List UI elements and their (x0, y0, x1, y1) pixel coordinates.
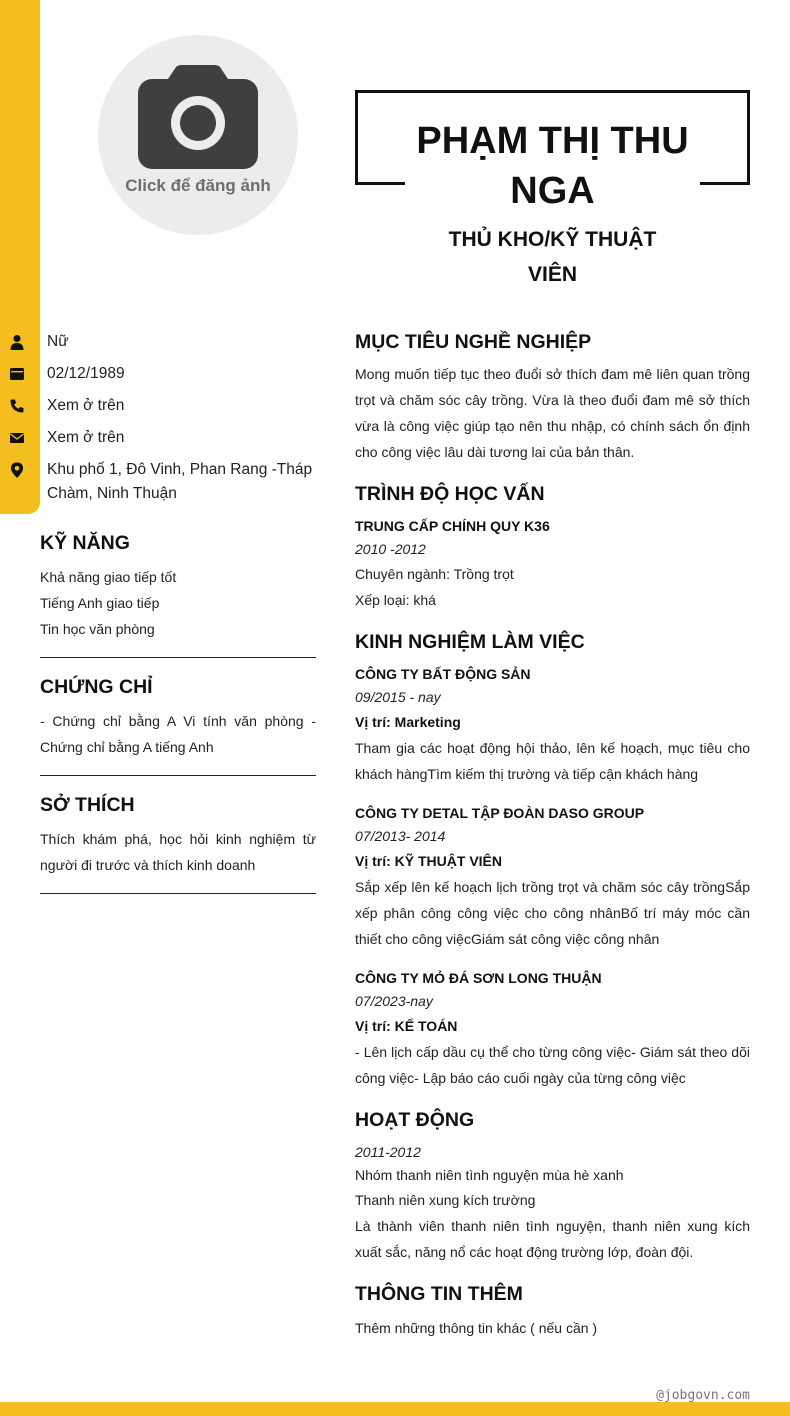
skills-list (40, 564, 316, 642)
mail-icon (9, 430, 25, 446)
activities-period: 2011-2012 (355, 1144, 421, 1160)
job-description: Tham gia các hoạt động hội thảo, lên kế hoạch, mục tiêu cho khách hàngTìm kiếm thị trường và tiếp cận khách hàng (355, 740, 750, 782)
job-company: CÔNG TY DETAL TẬP ĐOÀN DASO GROUP (355, 805, 645, 821)
extra-heading: THÔNG TIN THÊM (355, 1283, 523, 1305)
education-heading: TRÌNH ĐỘ HỌC VẤN (355, 483, 545, 505)
objective-heading: MỤC TIÊU NGHỀ NGHIỆP (355, 331, 592, 353)
job-description: Sắp xếp lên kế hoạch lịch trồng trọt và chăm sóc cây trồngSắp xếp phân công công việc cho công nhânBố trí máy móc cần thiết cho công việcGiám sát công việc công nhân (355, 879, 750, 947)
education-grade: Xếp loại: khá (355, 592, 436, 608)
divider (40, 893, 316, 894)
skill-item: Tin học văn phòng (40, 621, 155, 637)
job-period: 07/2013- 2014 (355, 828, 446, 844)
full-name: PHẠM THỊ THU NGA (405, 116, 700, 216)
activities-heading: HOẠT ĐỘNG (355, 1109, 475, 1131)
person-icon (9, 334, 25, 350)
hobbies-heading: SỞ THÍCH (40, 794, 135, 816)
skill-item: Tiếng Anh giao tiếp (40, 595, 160, 611)
activities-description: Là thành viên thanh niên tình nguyện, thanh niên xung kích xuất sắc, năng nổ các hoạt động trường lớp, đoàn đội. (355, 1218, 750, 1260)
experience-heading: KINH NGHIỆM LÀM VIỆC (355, 631, 585, 653)
footer-watermark: @jobgovn.com (656, 1388, 750, 1403)
phone-icon (9, 398, 25, 414)
calendar-icon (9, 366, 25, 382)
skill-item: Khả năng giao tiếp tốt (40, 569, 177, 585)
photo-upload[interactable] (98, 35, 298, 235)
job-role: Vị trí: KỸ THUẬT VIÊN (355, 853, 503, 869)
job-company: CÔNG TY MỎ ĐÁ SƠN LONG THUẬN (355, 970, 602, 986)
certificates-heading: CHỨNG CHỈ (40, 676, 153, 698)
education-major: Chuyên ngành: Trồng trọt (355, 566, 514, 582)
bottom-accent-bar (0, 1402, 790, 1416)
job-role: Vị trí: KẾ TOÁN (355, 1018, 458, 1034)
certificates-text: - Chứng chỉ bằng A Vi tính văn phòng - Chứng chỉ bằng A tiếng Anh (40, 713, 316, 755)
activity-item: Thanh niên xung kích trường (355, 1192, 536, 1208)
extra-text: Thêm những thông tin khác ( nếu cần ) (355, 1320, 598, 1336)
divider (40, 775, 316, 776)
job-company: CÔNG TY BẤT ĐỘNG SẢN (355, 666, 531, 682)
photo-caption: Click để đăng ảnh (125, 176, 271, 195)
activity-item: Nhóm thanh niên tình nguyện mùa hè xanh (355, 1167, 624, 1183)
location-pin-icon (9, 461, 25, 479)
job-period: 07/2023-nay (355, 993, 433, 1009)
job-period: 09/2015 - nay (355, 689, 441, 705)
camera-icon (138, 65, 258, 169)
hobbies-text: Thích khám phá, học hỏi kinh nghiệm từ người đi trước và thích kinh doanh (40, 831, 316, 873)
job-title: THỦ KHO/KỸ THUẬT VIÊN (448, 228, 657, 286)
divider (40, 657, 316, 658)
education-period: 2010 -2012 (355, 541, 426, 557)
job-description: - Lên lịch cấp dầu cụ thể cho từng công việc- Giám sát theo dõi công việc- Lập báo cáo cuối ngày của từng công việc (355, 1044, 750, 1086)
skills-heading: KỸ NĂNG (40, 532, 130, 554)
job-role: Vị trí: Marketing (355, 714, 461, 730)
school-name: TRUNG CẤP CHÍNH QUY K36 (355, 518, 550, 534)
objective-text: Mong muốn tiếp tục theo đuổi sở thích đam mê liên quan trồng trọt và chăm sóc cây trồng. Vừa là theo đuổi đam mê sở thích vừa là công việc giúp tạo nên thu nhập, có chính sách ổn định cho công việc lâu dài tương lai của bản thân. (355, 366, 750, 460)
